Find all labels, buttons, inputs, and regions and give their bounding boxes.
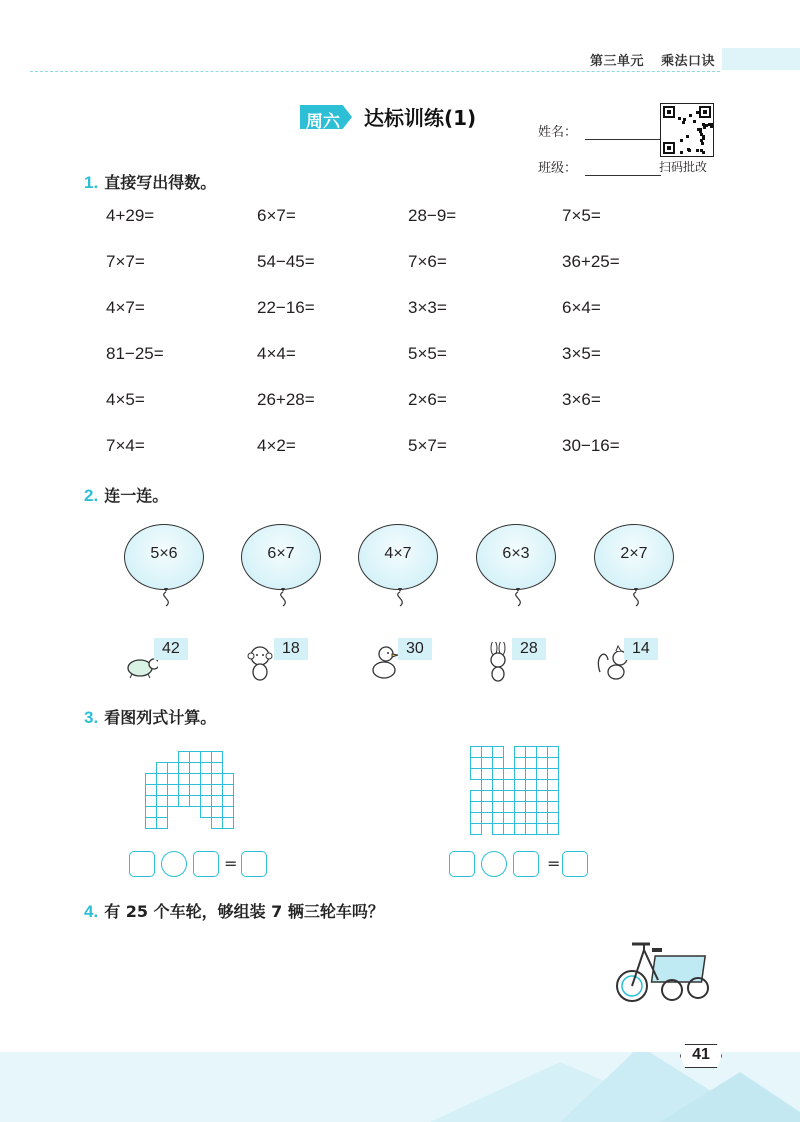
calc-item: 7×6= <box>408 252 447 271</box>
page-number <box>680 1044 722 1068</box>
balloon-string-icon <box>271 586 295 608</box>
balloon-label: 4×7 <box>384 545 412 562</box>
unit-label: 第三单元 <box>589 54 644 69</box>
answer-box[interactable] <box>241 851 267 877</box>
calc-item: 81−25= <box>106 344 164 363</box>
section-4-heading <box>84 899 384 922</box>
section-title: 直接写出得数。 <box>104 173 217 192</box>
calc-item: 30−16= <box>562 436 620 455</box>
page-title: 达标训练(1) <box>364 106 477 130</box>
calc-item: 4×2= <box>257 436 296 455</box>
answer-box[interactable] <box>562 851 588 877</box>
section-number: 4. <box>84 902 99 921</box>
operator-circle[interactable] <box>161 851 187 877</box>
calc-item: 4+29= <box>106 206 155 225</box>
animal-value-tag: 42 <box>154 638 188 660</box>
calc-item: 7×5= <box>562 206 601 225</box>
balloon-string-icon <box>506 586 530 608</box>
grid-square <box>470 823 482 835</box>
grid-square <box>156 817 168 829</box>
balloon-string-icon <box>624 586 648 608</box>
section-number: 1. <box>84 173 99 192</box>
calc-item: 5×7= <box>408 436 447 455</box>
answer-box[interactable] <box>193 851 219 877</box>
balloon-label: 2×7 <box>620 545 648 562</box>
unit-header <box>0 44 800 74</box>
qr-label: 扫码批改 <box>659 160 708 174</box>
qr-code-icon[interactable] <box>660 103 714 157</box>
name-field[interactable] <box>538 121 661 140</box>
calc-item: 4×4= <box>257 344 296 363</box>
calc-item: 4×5= <box>106 390 145 409</box>
section-number: 3. <box>84 708 99 727</box>
calc-item: 5×5= <box>408 344 447 363</box>
balloon-item[interactable] <box>124 524 204 590</box>
section-number: 2. <box>84 486 99 505</box>
section-title: 看图列式计算。 <box>104 708 217 727</box>
day-tag <box>300 105 352 132</box>
header-strip <box>722 48 800 70</box>
calc-item: 26+28= <box>257 390 315 409</box>
grid-square <box>547 823 559 835</box>
section-2-heading <box>84 483 168 506</box>
calc-item: 3×5= <box>562 344 601 363</box>
balloon-item[interactable] <box>241 524 321 590</box>
calc-item: 7×4= <box>106 436 145 455</box>
animal-value-tag: 14 <box>624 638 658 660</box>
balloon-label: 6×7 <box>267 545 295 562</box>
grid-square <box>222 817 234 829</box>
balloon-item[interactable] <box>358 524 438 590</box>
operator-circle[interactable] <box>481 851 507 877</box>
calc-item: 2×6= <box>408 390 447 409</box>
class-field[interactable] <box>538 157 661 176</box>
name-label: 姓名： <box>538 125 578 140</box>
calc-item: 6×7= <box>257 206 296 225</box>
section-1-heading <box>84 170 216 193</box>
calc-item: 3×6= <box>562 390 601 409</box>
balloon-string-icon <box>388 586 412 608</box>
calc-item: 36+25= <box>562 252 620 271</box>
topic-label: 乘法口诀 <box>660 54 715 69</box>
balloon-item[interactable] <box>594 524 674 590</box>
answer-box[interactable] <box>449 851 475 877</box>
calc-grid <box>106 204 706 458</box>
answer-box[interactable] <box>129 851 155 877</box>
animal-value-tag: 28 <box>512 638 546 660</box>
header-rule <box>30 71 720 72</box>
balloon-string-icon <box>154 586 178 608</box>
calc-item: 6×4= <box>562 298 601 317</box>
equals-sign: = <box>547 854 561 873</box>
balloon-label: 6×3 <box>502 545 530 562</box>
calc-item: 22−16= <box>257 298 315 317</box>
balloon-item[interactable] <box>476 524 556 590</box>
equals-sign: = <box>224 854 238 873</box>
calc-item: 3×3= <box>408 298 447 317</box>
answer-box[interactable] <box>513 851 539 877</box>
section-title: 有 25 个车轮，够组装 7 辆三轮车吗？ <box>104 902 384 921</box>
animal-value-tag: 18 <box>274 638 308 660</box>
day-label: 周六 <box>306 112 340 132</box>
name-blank[interactable] <box>585 139 661 140</box>
unit-title <box>578 50 715 69</box>
animal-value-tag: 30 <box>398 638 432 660</box>
calc-item: 28−9= <box>408 206 457 225</box>
calc-item: 4×7= <box>106 298 145 317</box>
balloon-label: 5×6 <box>150 545 178 562</box>
class-blank[interactable] <box>585 175 661 176</box>
class-label: 班级： <box>538 161 578 176</box>
tricycle-icon <box>614 936 714 1010</box>
page-number-text: 41 <box>692 1046 710 1063</box>
section-title: 连一连。 <box>104 486 169 505</box>
calc-item: 54−45= <box>257 252 315 271</box>
calc-item: 7×7= <box>106 252 145 271</box>
section-3-heading <box>84 705 216 728</box>
